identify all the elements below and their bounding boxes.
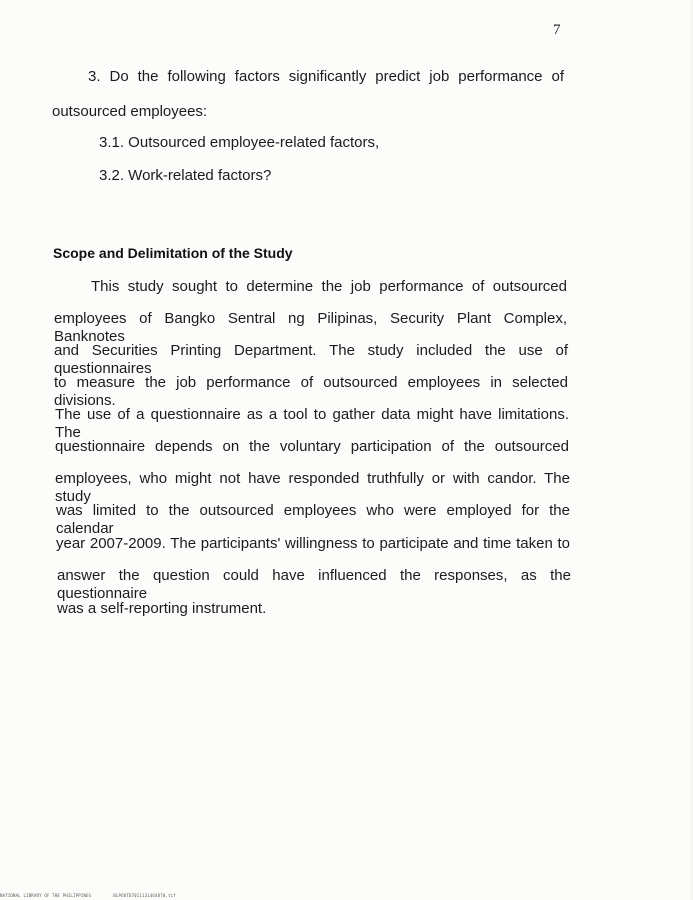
footer-file-id: BLPOOTD7011131464870.tif: [113, 893, 176, 898]
question-3-line-1: 3. Do the following factors significantly predict job performance of: [88, 68, 564, 85]
paragraph-line: The use of a questionnaire as a tool to gather data might have limitations. The: [55, 406, 569, 441]
question-3-1: 3.1. Outsourced employee-related factors,: [99, 134, 380, 151]
paragraph-line: to measure the job performance of outsourced employees in selected divisions.: [54, 374, 568, 409]
paragraph-line: employees of Bangko Sentral ng Pilipinas, Security Plant Complex, Banknotes: [54, 310, 567, 345]
paragraph-line-last: was a self-reporting instrument.: [57, 600, 267, 617]
question-3-2: 3.2. Work-related factors?: [99, 167, 272, 184]
footer-library-name: NATIONAL LIBRARY OF THE PHILIPPINES: [0, 893, 92, 898]
paragraph-line: year 2007-2009. The participants' willingness to participate and time taken to: [56, 535, 570, 552]
page-number: 7: [553, 22, 561, 38]
paragraph-line: and Securities Printing Department. The study included the use of questionnaires: [54, 342, 568, 377]
paragraph-line: answer the question could have influenced the responses, as the questionnaire: [57, 567, 571, 602]
paragraph-line: This study sought to determine the job performance of outsourced: [91, 278, 567, 295]
section-heading: Scope and Delimitation of the Study: [53, 245, 293, 261]
scan-footer: [0, 893, 176, 898]
paragraph-line: employees, who might not have responded truthfully or with candor. The study: [55, 470, 570, 505]
paragraph-line: was limited to the outsourced employees who were employed for the calendar: [56, 502, 570, 537]
question-3-line-2: outsourced employees:: [52, 103, 208, 120]
paragraph-line: questionnaire depends on the voluntary participation of the outsourced: [55, 438, 569, 455]
